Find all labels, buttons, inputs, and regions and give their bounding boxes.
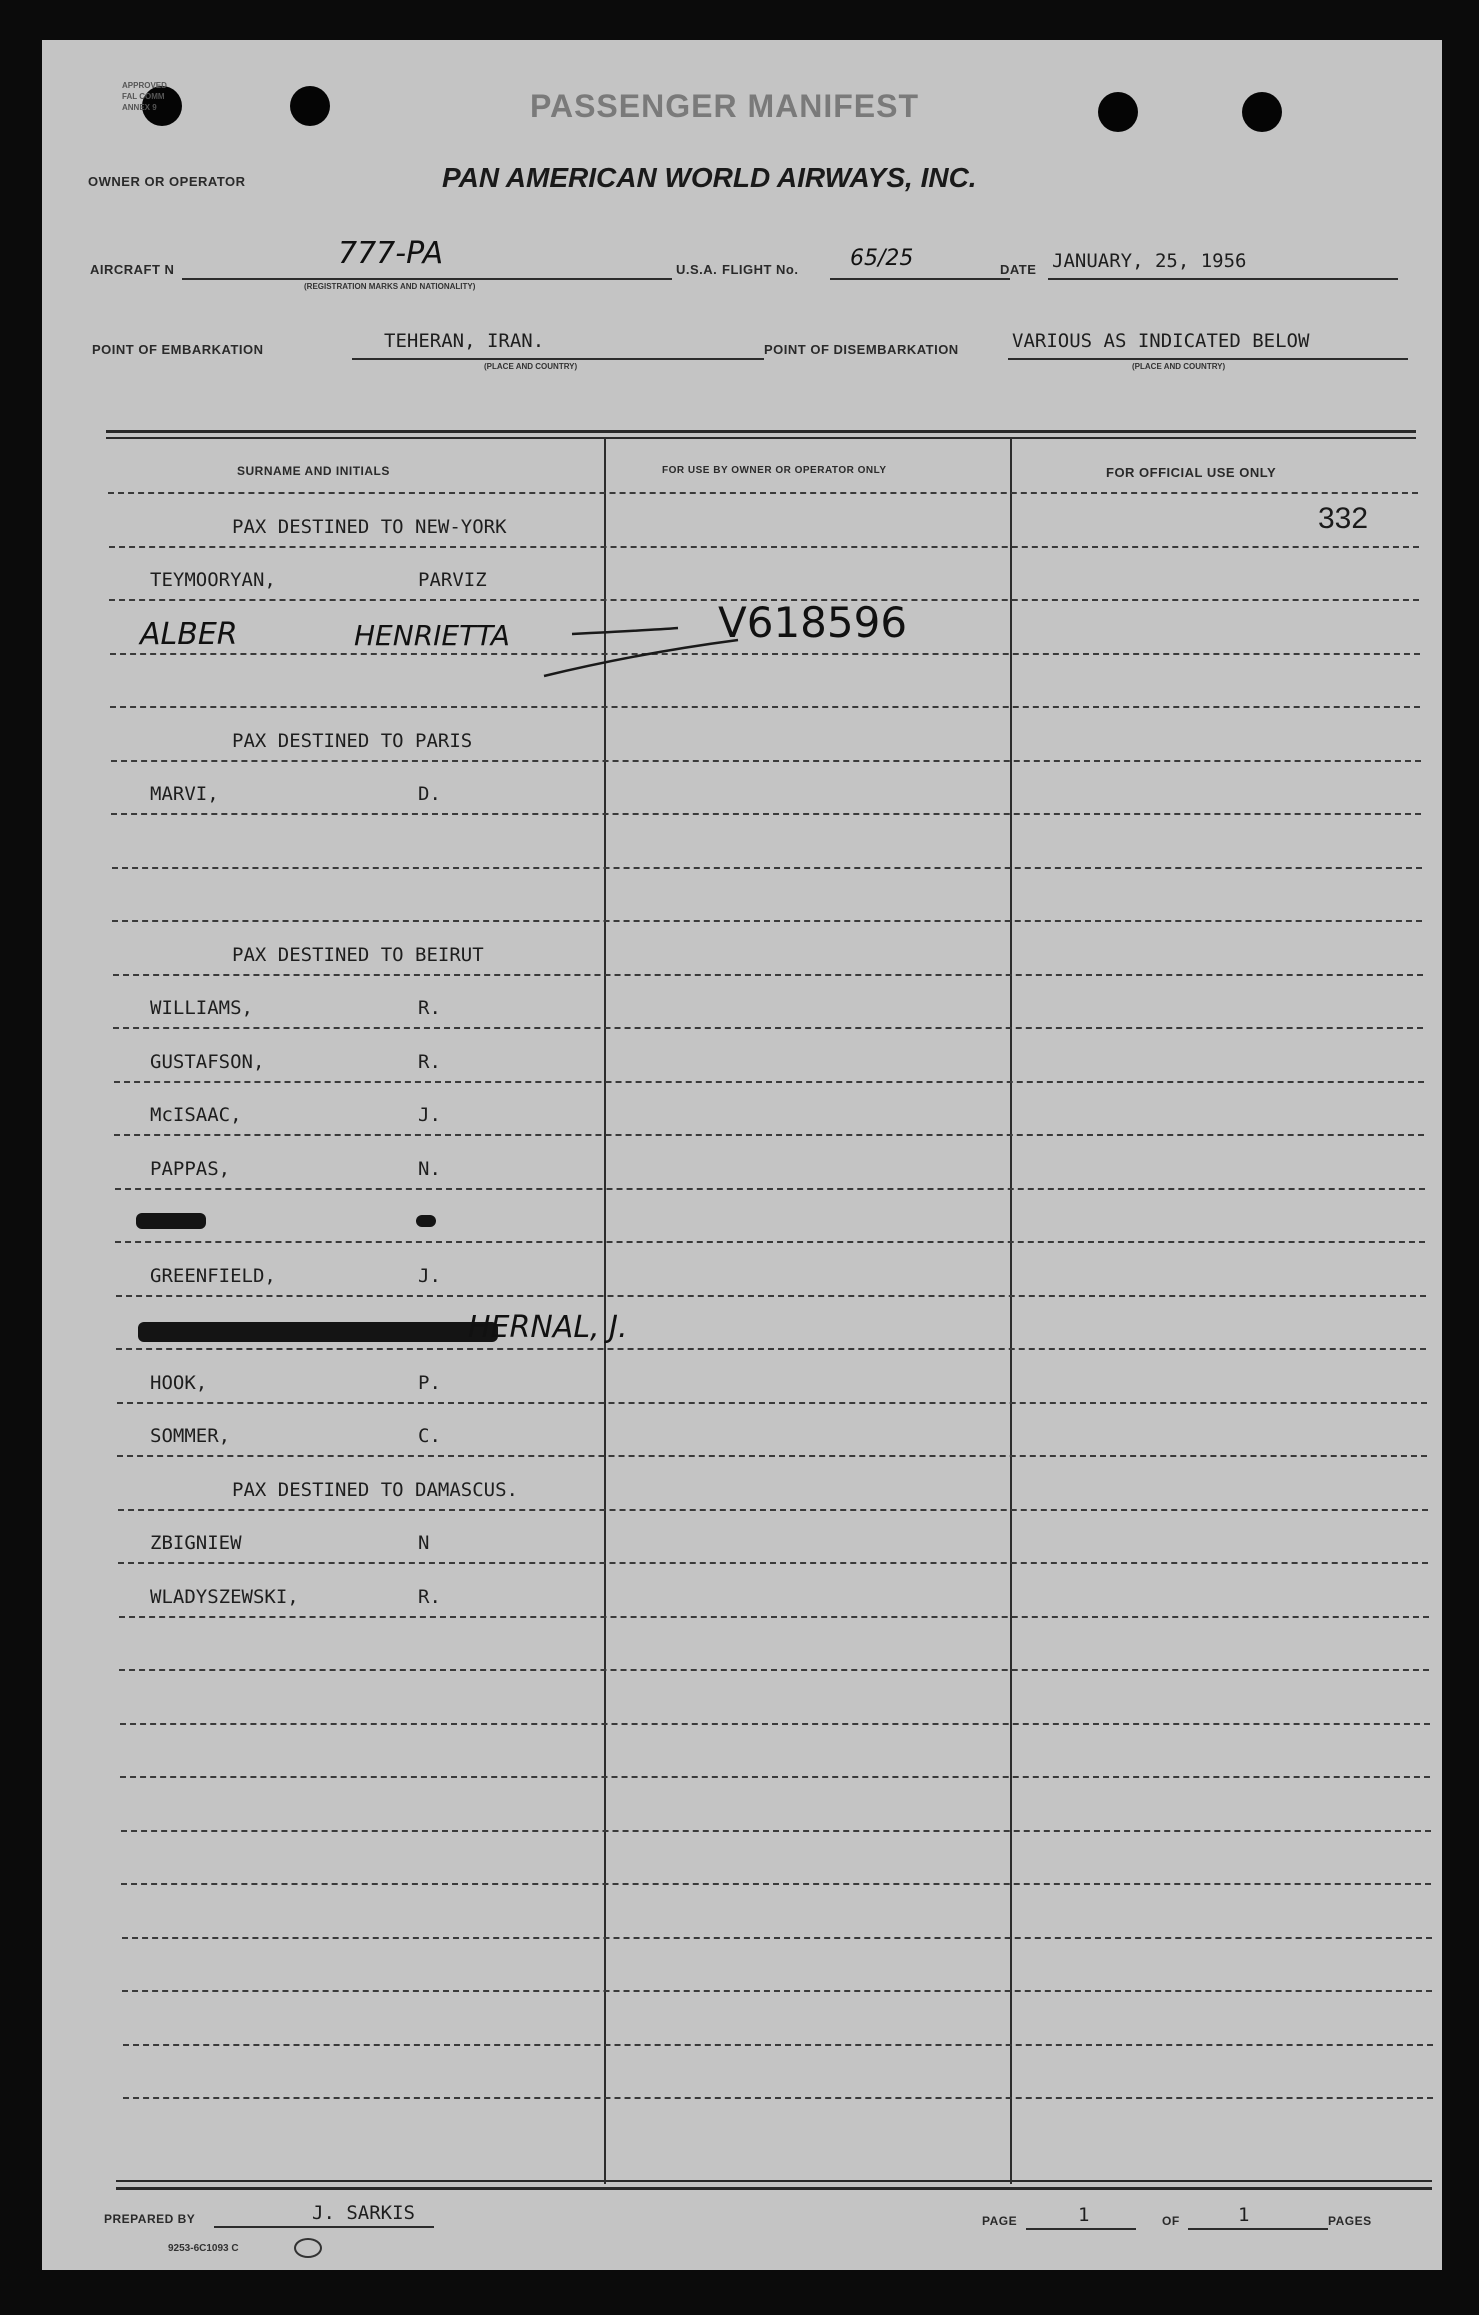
row-rule [114,1081,1424,1083]
approval-stamp [122,80,167,113]
union-bug-icon [294,2238,322,2258]
handwritten-reference: V618596 [718,598,908,647]
pages-label: PAGES [1328,2214,1372,2228]
redaction-mark [416,1215,436,1227]
row-rule [120,1776,1430,1778]
col-header-official: FOR OFFICIAL USE ONLY [1106,465,1277,480]
disembarkation-caption: (PLACE AND COUNTRY) [1132,362,1226,371]
passenger-initials: R. [418,1050,441,1073]
passenger-surname: McISAAC, [150,1104,242,1126]
embarkation-value: TEHERAN, IRAN. [384,330,545,352]
row-rule [121,1830,1431,1832]
row-rule [123,2097,1433,2099]
destination-group-heading: PAX DESTINED TO BEIRUT [232,943,484,966]
row-rule [122,1990,1432,1992]
page-label: PAGE [982,2214,1018,2228]
of-label: OF [1162,2214,1180,2228]
column-divider [1010,438,1012,2184]
row-rule [123,2044,1433,2046]
passenger-surname: HOOK, [150,1371,208,1394]
disembarkation-label: POINT OF DISEMBARKATION [764,342,959,357]
row-rule [117,1455,1427,1457]
row-rule [118,1562,1428,1564]
row-rule [112,920,1422,922]
passenger-initials: C. [418,1425,441,1447]
passenger-initials: P. [418,1371,441,1394]
table-bottom-border [116,2180,1432,2182]
passenger-initials: N [418,1532,430,1554]
passenger-initials: R. [418,1585,441,1608]
passenger-surname: MARVI, [150,783,219,805]
row-rule [108,492,1418,494]
prepared-label: PREPARED BY [104,2212,196,2226]
row-rule [116,1295,1426,1297]
passenger-surname: PAPPAS, [150,1157,231,1180]
row-rule [110,706,1420,708]
passenger-surname: ALBER [140,616,238,652]
row-rule [118,1509,1428,1511]
disembarkation-value: VARIOUS AS INDICATED BELOW [1012,330,1310,352]
date-label: DATE [1000,262,1037,277]
col-header-surname: SURNAME AND INITIALS [237,464,390,478]
destination-group-heading: PAX DESTINED TO PARIS [232,729,473,752]
handwritten-passenger-name: HERNAL, J. [468,1310,628,1345]
table-top-border [106,437,1416,439]
row-rule [113,1027,1423,1029]
stamp-line: FAL COMM [122,92,165,101]
punch-hole [290,86,330,126]
row-rule [113,974,1423,976]
table-bottom-border [116,2187,1432,2190]
row-rule [117,1402,1427,1404]
row-rule [114,1134,1424,1136]
passenger-surname: SOMMER, [150,1425,231,1447]
passenger-surname: TEYMOORYAN, [150,569,276,591]
punch-hole [1098,92,1138,132]
table-top-border [106,430,1416,433]
row-rule [115,1241,1425,1243]
redaction-mark [138,1322,498,1342]
passenger-initials: HENRIETTA [354,618,510,652]
pen-stroke [542,610,742,690]
passenger-initials: J. [418,1264,441,1287]
operator-name: PAN AMERICAN WORLD AIRWAYS, INC. [442,162,977,193]
embarkation-caption: (PLACE AND COUNTRY) [484,362,578,371]
passenger-surname: GUSTAFSON, [150,1050,265,1073]
row-rule [110,653,1420,655]
date-value: JANUARY, 25, 1956 [1052,250,1247,272]
page-value: 1 [1078,2204,1090,2226]
row-rule [111,760,1421,762]
row-rule [122,1937,1432,1939]
aircraft-value: 777-PA [338,236,444,271]
page-title: PASSENGER MANIFEST [530,88,919,124]
redaction-mark [136,1213,206,1229]
owner-label: OWNER OR OPERATOR [88,174,246,189]
passenger-initials: N. [418,1157,441,1180]
aircraft-label: AIRCRAFT N [90,262,175,277]
registration-caption: (REGISTRATION MARKS AND NATIONALITY) [304,282,476,291]
embarkation-label: POINT OF EMBARKATION [92,342,264,357]
of-value: 1 [1238,2204,1250,2226]
col-header-operator: FOR USE BY OWNER OR OPERATOR ONLY [662,465,887,476]
row-rule [111,813,1421,815]
row-rule [120,1723,1430,1725]
row-rule [116,1348,1426,1350]
destination-group-heading: PAX DESTINED TO NEW-YORK [232,515,507,538]
passenger-initials: D. [418,783,441,805]
flight-value: 65/25 [850,246,914,271]
row-rule [121,1883,1431,1885]
prepared-value: J. SARKIS [312,2202,415,2224]
form-number: 9253-6C1093 C [168,2243,239,2254]
row-rule [115,1188,1425,1190]
row-rule [119,1616,1429,1618]
country-label: U.S.A. [676,262,718,277]
passenger-surname: ZBIGNIEW [150,1532,242,1554]
passenger-initials: J. [418,1104,441,1126]
stamp-line: APPROVED [122,81,167,90]
destination-group-heading: PAX DESTINED TO DAMASCUS. [232,1478,518,1501]
punch-hole [1242,92,1282,132]
manifest-sheet [42,40,1442,2270]
row-rule [119,1669,1429,1671]
official-number: 332 [1318,502,1369,535]
passenger-initials: R. [418,997,441,1019]
flight-label: FLIGHT No. [722,262,799,277]
row-rule [109,546,1419,548]
passenger-surname: GREENFIELD, [150,1264,276,1287]
row-rule [112,867,1422,869]
passenger-surname: WILLIAMS, [150,997,253,1019]
passenger-initials: PARVIZ [418,569,487,591]
stamp-line: ANNEX 9 [122,103,157,112]
passenger-surname: WLADYSZEWSKI, [150,1585,299,1608]
